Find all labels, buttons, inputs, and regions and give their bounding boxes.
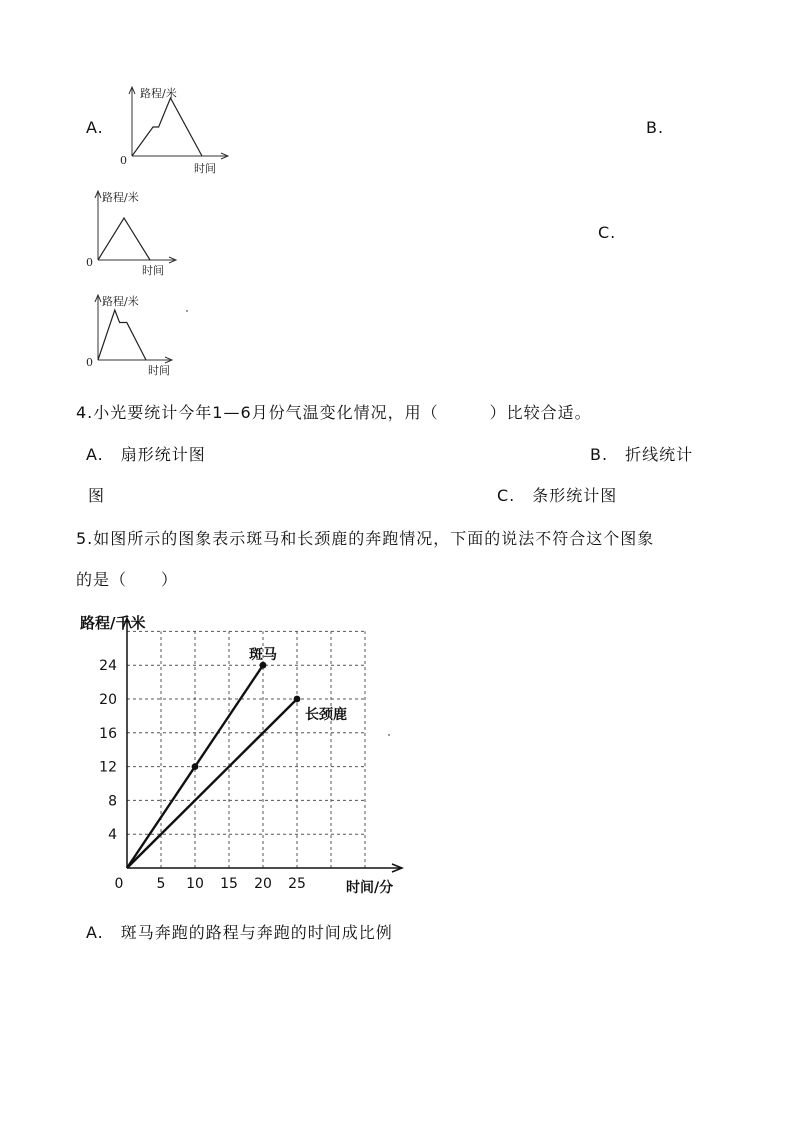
q5-stem-line1: 5.如图所示的图象表示斑马和长颈鹿的奔跑情况，下面的说法不符合这个图象 (76, 529, 655, 548)
y-tick-label: 20 (99, 692, 117, 708)
graph-c-origin: 0 (86, 356, 93, 369)
q3-option-b-label[interactable]: B. (646, 118, 665, 137)
y-tick-label: 12 (99, 759, 117, 776)
q3-graph-b (86, 188, 196, 280)
graph-b-ylabel: 路程/米 (102, 191, 139, 204)
series-point (192, 763, 199, 770)
x-tick-label: 5 (156, 876, 166, 892)
graph-b-origin: 0 (86, 256, 93, 269)
graph-b-xlabel: 时间 (142, 264, 164, 277)
series-name-label: 斑马 (249, 647, 277, 664)
q3-graph-c (86, 292, 196, 380)
q5-option-a[interactable]: A. 斑马奔跑的路程与奔跑的时间成比例 (86, 923, 393, 942)
q5-stem-line2: 的是（ ） (76, 570, 179, 589)
q3-option-a-label[interactable]: A. (86, 118, 104, 137)
distance-line (132, 98, 202, 156)
q4-option-b-continued[interactable]: 图 (88, 486, 106, 505)
graph-c-xlabel: 时间 (148, 364, 170, 377)
graph-a-xlabel: 时间 (194, 162, 216, 175)
y-axis-label: 路程/千米 (80, 614, 146, 632)
stray-dot (186, 310, 188, 312)
q3-graph-a (120, 84, 230, 174)
series-point (294, 696, 301, 703)
y-tick-label: 8 (108, 793, 117, 810)
x-tick-label: 15 (220, 876, 238, 892)
stray-dot (388, 734, 390, 736)
q4-option-b[interactable]: B. 折线统计 (590, 445, 694, 464)
distance-line (98, 218, 150, 260)
q4-stem: 4.小光要统计今年1—6月份气温变化情况，用（ ）比较合适。 (76, 403, 592, 422)
series-name-label: 长颈鹿 (305, 707, 347, 723)
graph-c-ylabel: 路程/米 (102, 295, 139, 308)
q3-option-c-label[interactable]: C. (598, 223, 617, 242)
x-tick-label: 10 (186, 876, 204, 892)
graph-a-ylabel: 路程/米 (140, 87, 177, 100)
graph-a-origin: 0 (120, 154, 127, 167)
series-line (127, 699, 297, 868)
x-tick-label: 25 (288, 876, 306, 892)
origin-label: 0 (114, 876, 124, 892)
x-tick-label: 20 (254, 876, 272, 892)
q4-option-c[interactable]: C. 条形统计图 (497, 486, 618, 505)
x-axis-label: 时间/分 (346, 880, 394, 896)
y-tick-label: 24 (99, 658, 117, 675)
y-tick-label: 16 (99, 725, 117, 742)
distance-line (98, 310, 146, 360)
q4-option-a[interactable]: A. 扇形统计图 (86, 445, 206, 464)
zebra-giraffe-chart (70, 606, 420, 906)
chart-series (127, 662, 300, 868)
y-tick-label: 4 (108, 827, 117, 844)
